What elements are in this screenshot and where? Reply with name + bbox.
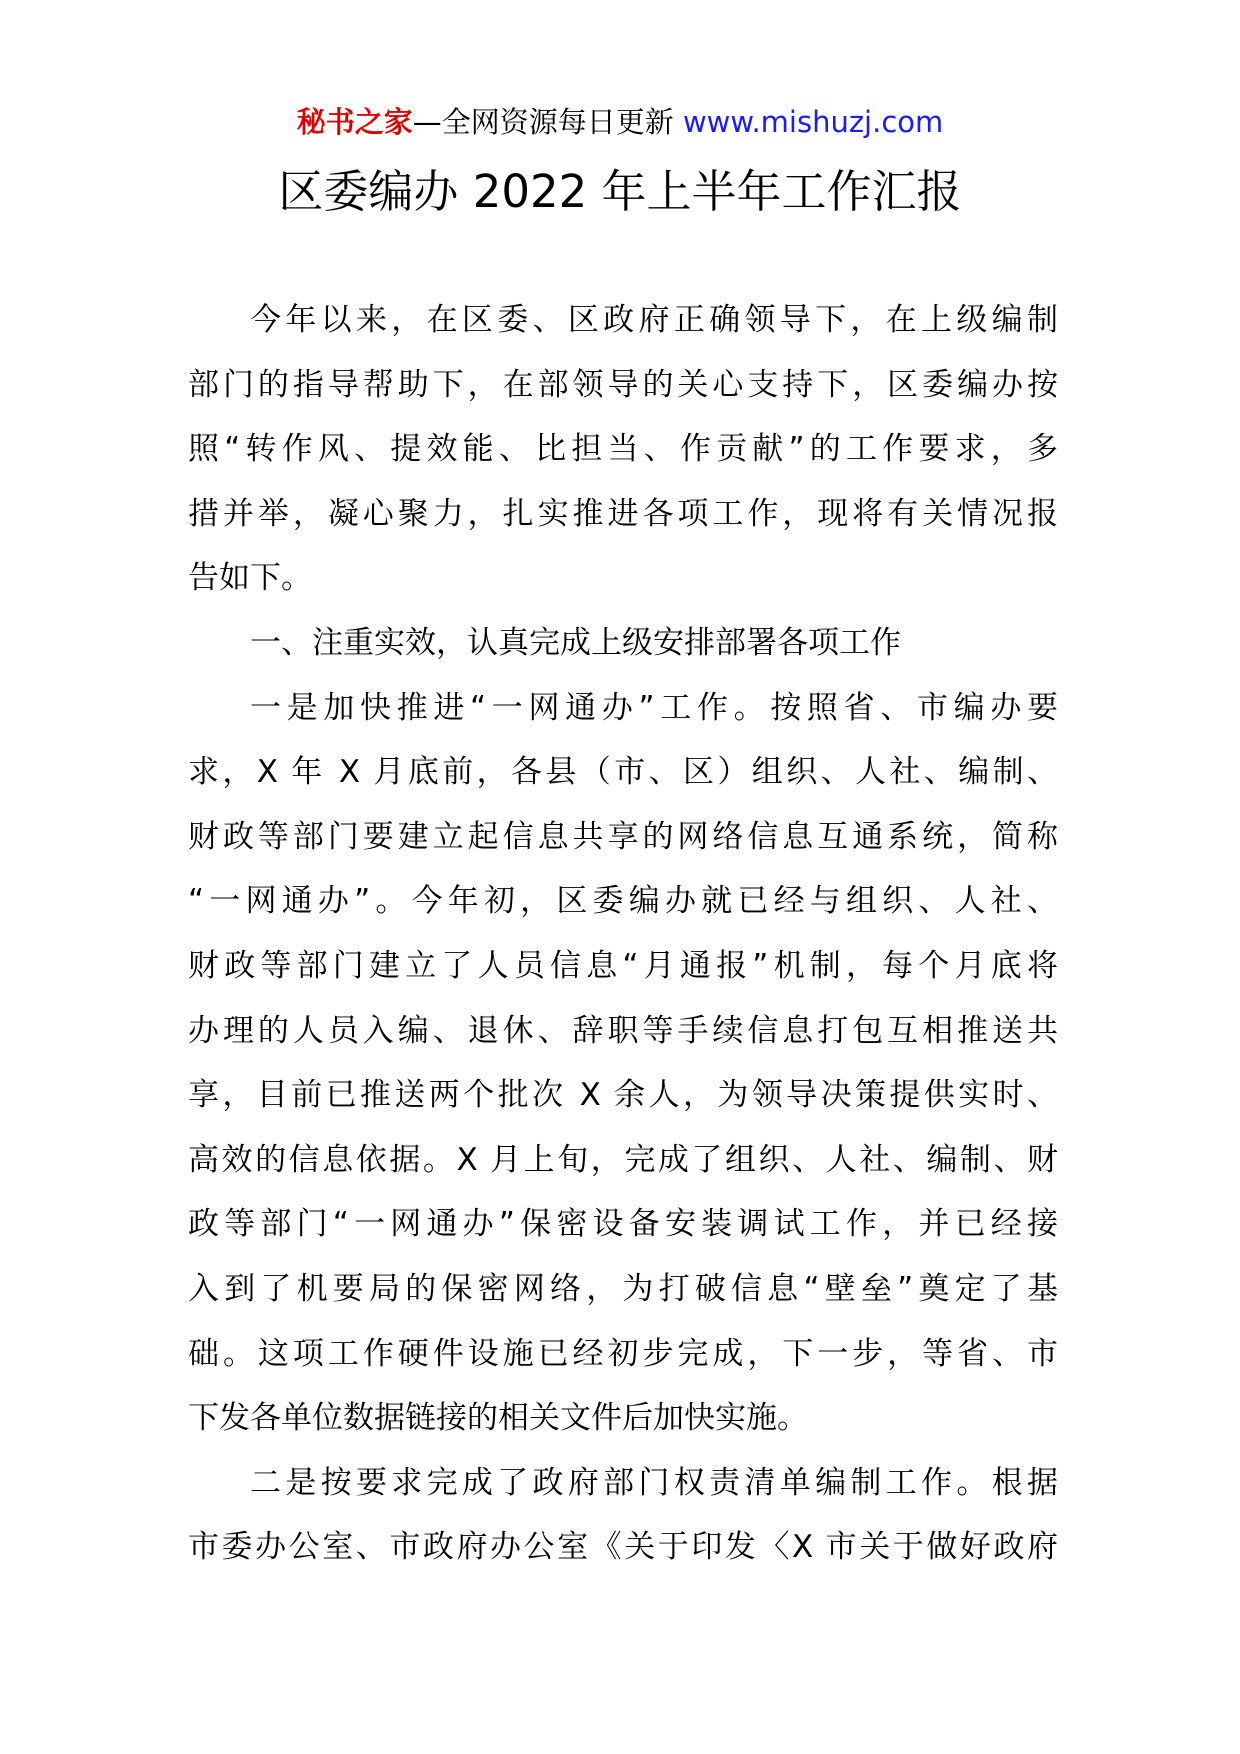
document-body	[188, 288, 1058, 1580]
body-line: 高效的信息依据。X 月上旬，完成了组织、人社、编制、财	[188, 1141, 1058, 1178]
body-line: 部门的指导帮助下，在部领导的关心支持下，区委编办按	[188, 366, 1058, 403]
body-line: 入到了机要局的保密网络，为打破信息“壁垒”奠定了基	[188, 1270, 1058, 1307]
body-line: 求，X 年 X 月底前，各县（市、区）组织、人社、编制、	[188, 754, 1058, 791]
body-line: 财政等部门要建立起信息共享的网络信息互通系统，简称	[188, 818, 1058, 855]
site-header	[0, 102, 1240, 142]
section-heading: 一、注重实效，认真完成上级安排部署各项工作	[250, 624, 901, 661]
body-line: 政等部门“一网通办”保密设备安装调试工作，并已经接	[188, 1206, 1058, 1243]
body-line: 础。这项工作硬件设施已经初步完成，下一步，等省、市	[188, 1335, 1058, 1372]
site-url-link[interactable]: www.mishuzj.com	[682, 105, 944, 139]
brand-slogan: —全网资源每日更新	[412, 105, 683, 139]
body-line: 市委办公室、市政府办公室《关于印发〈X 市关于做好政府	[188, 1529, 1058, 1566]
document-title: 区委编办 2022 年上半年工作汇报	[278, 165, 962, 218]
body-line: 照“转作风、提效能、比担当、作贡献”的工作要求，多	[188, 431, 1058, 468]
body-line: 措并举，凝心聚力，扎实推进各项工作，现将有关情况报	[188, 495, 1058, 532]
brand-name: 秘书之家	[296, 105, 413, 139]
body-line: 告如下。	[188, 560, 312, 597]
body-line: 财政等部门建立了人员信息“月通报”机制，每个月底将	[188, 947, 1058, 984]
body-line: 今年以来，在区委、区政府正确领导下，在上级编制	[250, 302, 1058, 338]
body-line: 二是按要求完成了政府部门权责清单编制工作。根据	[250, 1464, 1058, 1501]
body-line: 下发各单位数据链接的相关文件后加快实施。	[188, 1400, 808, 1437]
body-line: 享，目前已推送两个批次 X 余人，为领导决策提供实时、	[188, 1077, 1058, 1114]
body-line: “一网通办”。今年初，区委编办就已经与组织、人社、	[188, 883, 1058, 920]
body-line: 一是加快推进“一网通办”工作。按照省、市编办要	[250, 689, 1058, 726]
body-line: 办理的人员入编、退休、辞职等手续信息打包互相推送共	[188, 1012, 1058, 1049]
